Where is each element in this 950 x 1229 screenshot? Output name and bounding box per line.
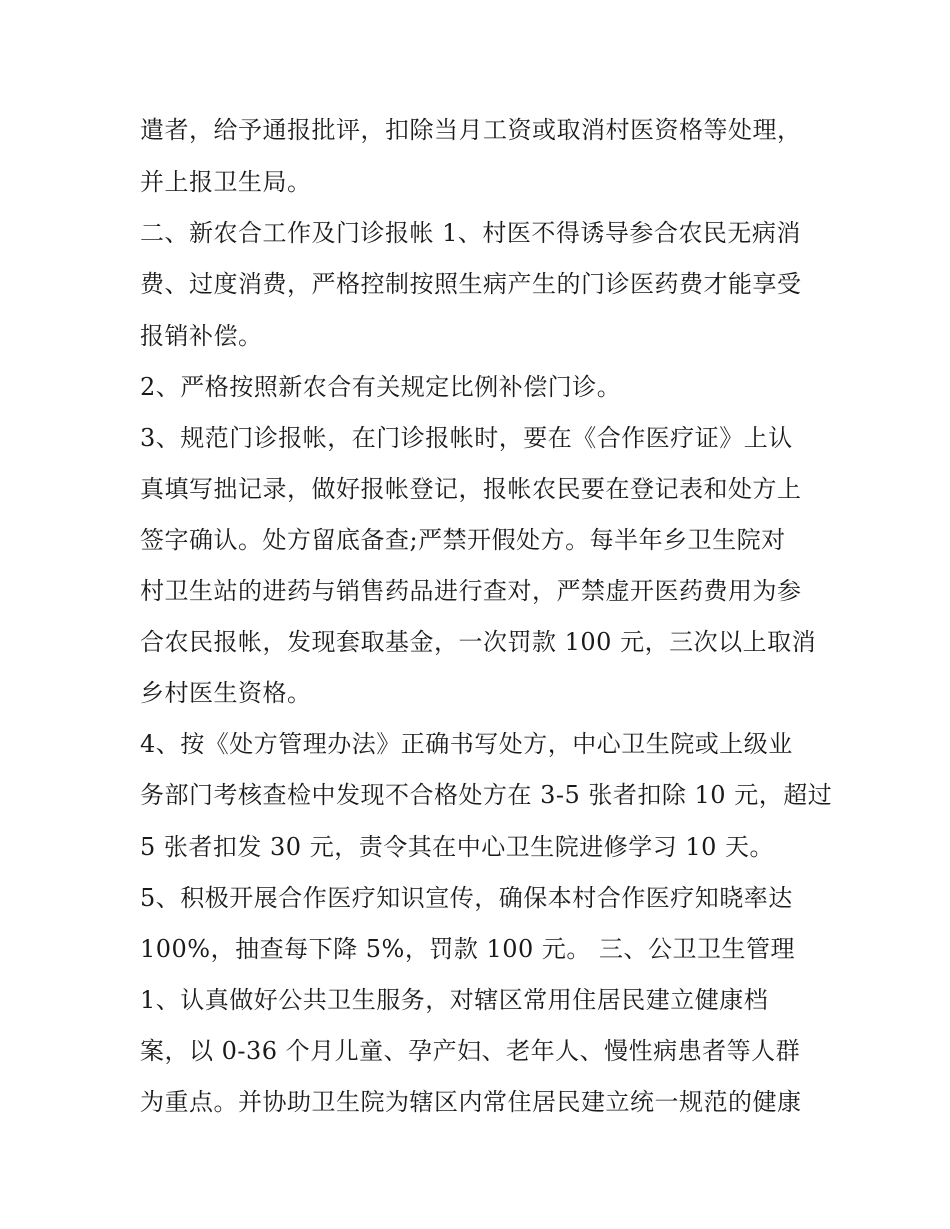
text-line-3: 二、新农合工作及门诊报帐 1、村医不得诱导参合农民无病消 [140, 219, 801, 247]
text-line-9: 签字确认。处方留底备查;严禁开假处方。每半年乡卫生院对 [140, 526, 786, 554]
text-line-19: 案，以 0-36 个月儿童、孕产妇、老年人、慢性病患者等人群 [140, 1037, 801, 1065]
text-line-13: 4、按《处方管理办法》正确书写处方，中心卫生院或上级业 [140, 730, 793, 758]
text-line-16: 5、积极开展合作医疗知识宣传，确保本村合作医疗知晓率达 [140, 884, 793, 912]
text-line-8: 真填写拙记录，做好报帐登记，报帐农民要在登记表和处方上 [140, 475, 802, 503]
text-line-11: 合农民报帐，发现套取基金，一次罚款 100 元，三次以上取消 [140, 628, 817, 656]
text-line-18: 1、认真做好公共卫生服务，对辖区常用住居民建立健康档 [140, 986, 769, 1014]
text-line-7: 3、规范门诊报帐，在门诊报帐时，要在《合作医疗证》上认 [140, 424, 793, 452]
text-line-14: 务部门考核查检中发现不合格处方在 3-5 张者扣除 10 元，超过 [140, 781, 833, 809]
text-line-6: 2、严格按照新农合有关规定比例补偿门诊。 [140, 373, 622, 401]
text-line-1: 遣者，给予通报批评，扣除当月工资或取消村医资格等处理， [140, 116, 802, 144]
text-line-20: 为重点。并协助卫生院为辖区内常住居民建立统一规范的健康 [140, 1088, 802, 1116]
text-line-12: 乡村医生资格。 [140, 679, 312, 707]
text-line-4: 费、过度消费，严格控制按照生病产生的门诊医药费才能享受 [140, 270, 802, 298]
text-line-2: 并上报卫生局。 [140, 168, 312, 196]
text-line-10: 村卫生站的进药与销售药品进行查对，严禁虚开医药费用为参 [140, 577, 802, 605]
text-line-5: 报销补偿。 [140, 322, 263, 350]
text-line-15: 5 张者扣发 30 元，责令其在中心卫生院进修学习 10 天。 [140, 833, 774, 861]
text-line-17: 100%，抽查每下降 5%，罚款 100 元。 三、公卫卫生管理 [140, 935, 796, 963]
